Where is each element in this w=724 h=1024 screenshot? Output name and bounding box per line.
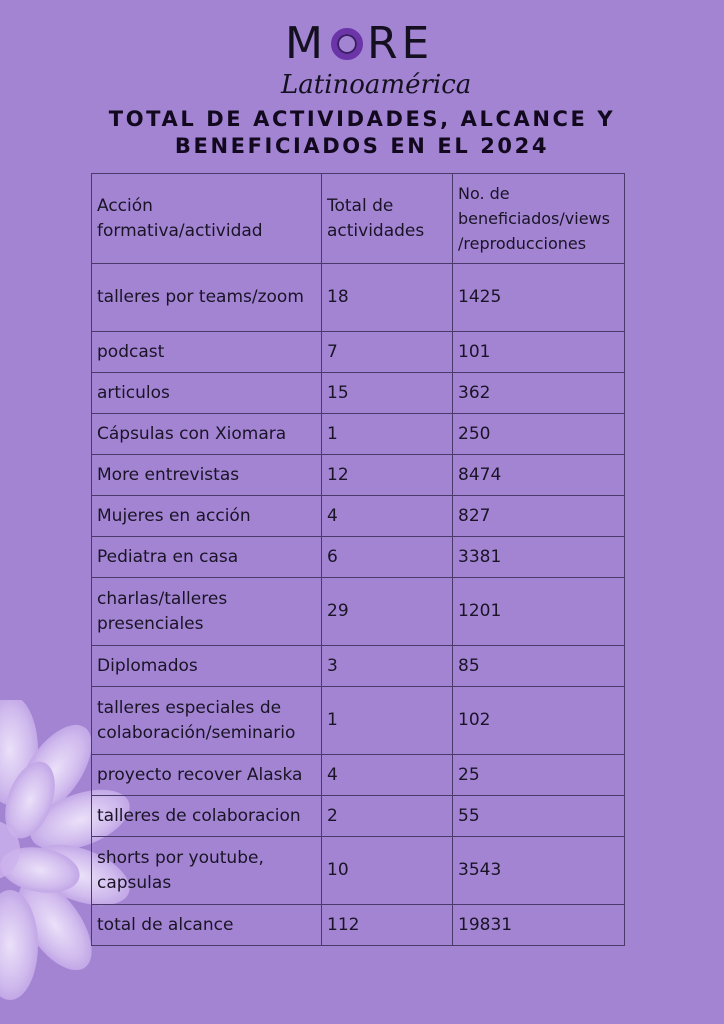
cell-total: 3 <box>322 646 453 687</box>
table-row <box>92 537 625 578</box>
table-row <box>92 687 625 755</box>
cell-total: 2 <box>322 796 453 837</box>
table-row <box>92 496 625 537</box>
cell-beneficiados: 1425 <box>453 264 625 332</box>
cell-total: 6 <box>322 537 453 578</box>
cell-total: 18 <box>322 264 453 332</box>
cell-accion: talleres por teams/zoom <box>92 264 322 332</box>
table-row <box>92 414 625 455</box>
table-row <box>92 837 625 905</box>
logo-o-ring-icon <box>331 28 363 60</box>
cell-total: 7 <box>322 332 453 373</box>
cell-beneficiados: 85 <box>453 646 625 687</box>
cell-total: 1 <box>322 687 453 755</box>
cell-total: 4 <box>322 755 453 796</box>
cell-accion: shorts por youtube, capsulas <box>92 837 322 905</box>
cell-beneficiados: 102 <box>453 687 625 755</box>
cell-accion: Cápsulas con Xiomara <box>92 414 322 455</box>
cell-total: 29 <box>322 578 453 646</box>
cell-beneficiados: 101 <box>453 332 625 373</box>
cell-total: 4 <box>322 496 453 537</box>
page-title-line-1: TOTAL DE ACTIVIDADES, ALCANCE Y <box>108 107 616 131</box>
logo-subtitle: Latinoamérica <box>281 70 472 100</box>
table-row <box>92 755 625 796</box>
cell-accion: articulos <box>92 373 322 414</box>
logo-letter-m: M <box>285 18 327 69</box>
cell-beneficiados: 250 <box>453 414 625 455</box>
header-beneficiados: No. de beneficiados/views /reproducciones <box>453 174 625 264</box>
table-header-row <box>92 174 625 264</box>
page-title-line-2: BENEFICIADOS EN EL 2024 <box>174 134 550 158</box>
cell-accion: talleres de colaboracion <box>92 796 322 837</box>
cell-beneficiados: 3381 <box>453 537 625 578</box>
cell-accion: More entrevistas <box>92 455 322 496</box>
cell-accion: talleres especiales de colaboración/seminario <box>92 687 322 755</box>
cell-accion: proyecto recover Alaska <box>92 755 322 796</box>
logo-wordmark <box>285 18 434 69</box>
cell-beneficiados: 1201 <box>453 578 625 646</box>
activities-table <box>91 173 625 946</box>
cell-accion: Mujeres en acción <box>92 496 322 537</box>
cell-total: 15 <box>322 373 453 414</box>
cell-beneficiados: 55 <box>453 796 625 837</box>
cell-beneficiados: 25 <box>453 755 625 796</box>
table-row <box>92 264 625 332</box>
table-row <box>92 332 625 373</box>
cell-total: 1 <box>322 414 453 455</box>
cell-total: 12 <box>322 455 453 496</box>
header-total: Total de actividades <box>322 174 453 264</box>
cell-beneficiados: 827 <box>453 496 625 537</box>
cell-accion: Diplomados <box>92 646 322 687</box>
header-accion: Acción formativa/actividad <box>92 174 322 264</box>
cell-accion: podcast <box>92 332 322 373</box>
cell-accion: Pediatra en casa <box>92 537 322 578</box>
cell-accion: total de alcance <box>92 905 322 946</box>
table-row <box>92 578 625 646</box>
cell-beneficiados: 19831 <box>453 905 625 946</box>
cell-total: 112 <box>322 905 453 946</box>
cell-total: 10 <box>322 837 453 905</box>
page-title <box>0 106 724 160</box>
table-row <box>92 373 625 414</box>
cell-accion: charlas/talleres presenciales <box>92 578 322 646</box>
table-row-total <box>92 905 625 946</box>
cell-beneficiados: 8474 <box>453 455 625 496</box>
cell-beneficiados: 3543 <box>453 837 625 905</box>
more-logo <box>0 18 724 98</box>
cell-beneficiados: 362 <box>453 373 625 414</box>
logo-letters-re: RE <box>366 18 434 69</box>
table-row <box>92 646 625 687</box>
table-row <box>92 455 625 496</box>
table-row <box>92 796 625 837</box>
